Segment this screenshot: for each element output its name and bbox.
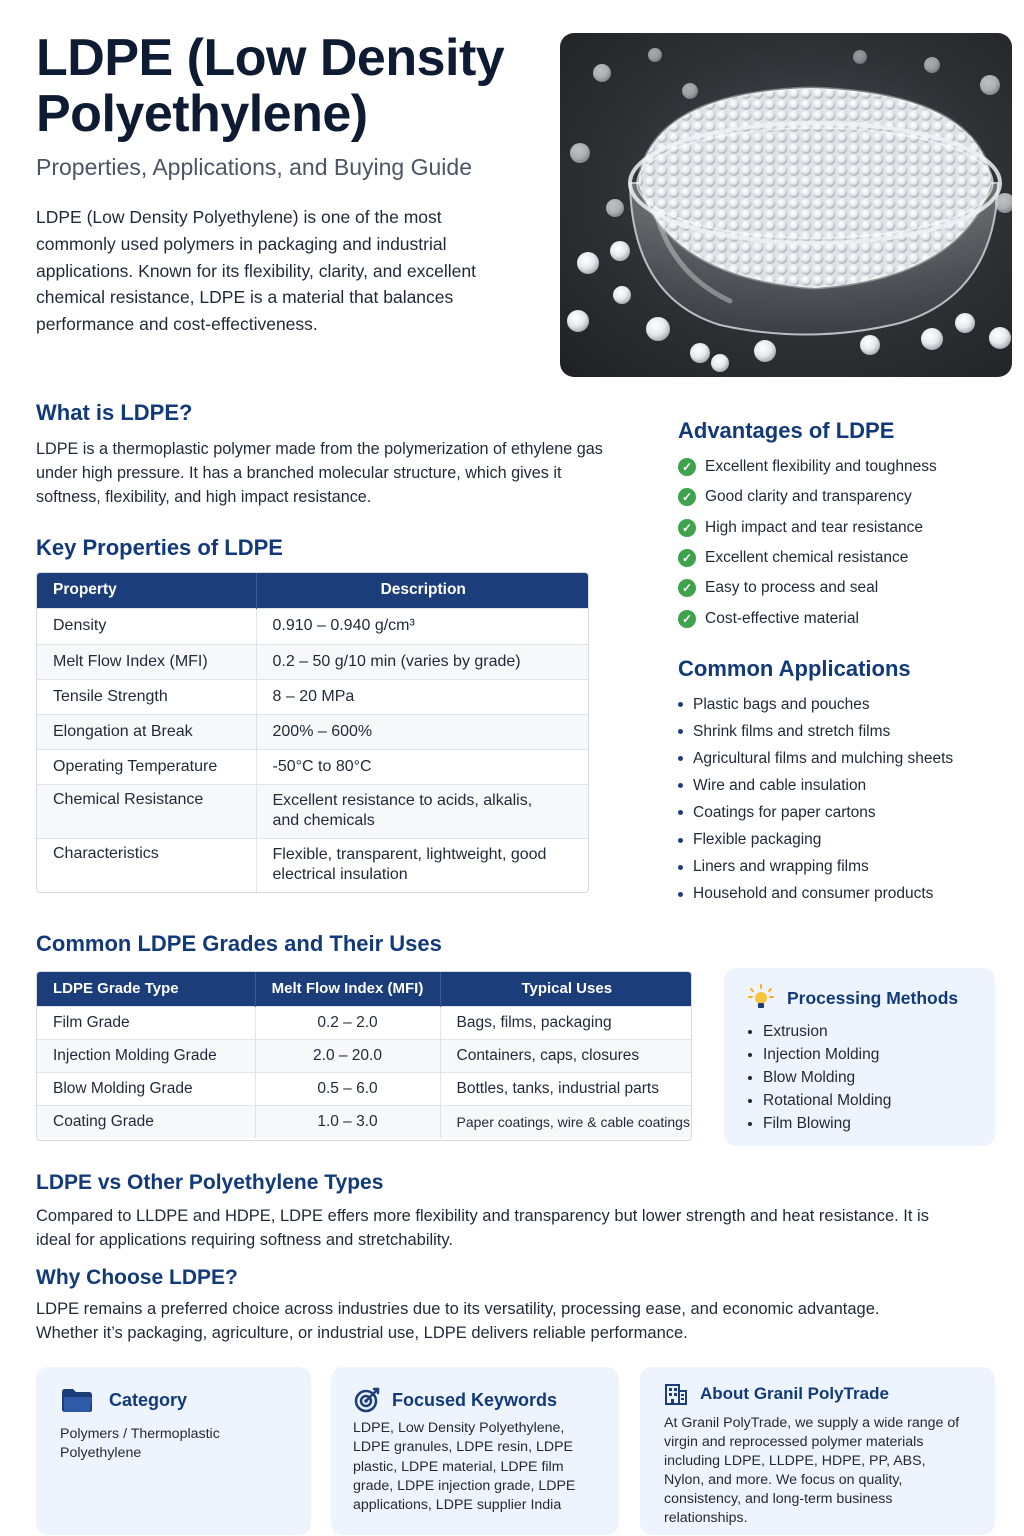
table-row <box>37 608 589 644</box>
processing-label: Blow Molding <box>763 1068 856 1086</box>
key-properties-table <box>36 572 589 893</box>
property-name: Elongation at Break <box>53 722 193 740</box>
advantage-label: Excellent chemical resistance <box>705 549 909 567</box>
application-label: Agricultural films and mulching sheets <box>693 749 954 767</box>
table-row <box>37 1006 692 1039</box>
vs-other-paragraph: Compared to LLDPE and HDPE, LDPE effers more flexibility and transparency but lower strength and heat resistance. It is ideal for applications requiring softness and stretchability. <box>36 1207 929 1249</box>
grades-header-mfi: Melt Flow Index (MFI) <box>255 972 440 1006</box>
application-label: Liners and wrapping films <box>693 858 869 876</box>
what-is-paragraph: LDPE is a thermoplastic polymer made from the polymerization of ethylene gas under high pressure. It has a branched molecular structure, which gives it softness, flexibility, and high impact resistance. <box>36 440 603 506</box>
application-item <box>678 718 953 745</box>
processing-label: Injection Molding <box>763 1045 880 1063</box>
processing-list <box>748 1020 891 1135</box>
check-circle-icon: ✓ <box>678 458 696 476</box>
processing-item <box>748 1089 891 1112</box>
table-row <box>37 644 589 679</box>
advantage-label: Excellent flexibility and toughness <box>705 458 937 476</box>
processing-label: Film Blowing <box>763 1114 851 1132</box>
processing-item <box>748 1020 891 1043</box>
bullet <box>678 756 683 761</box>
check-circle-icon: ✓ <box>678 610 696 628</box>
building-icon <box>664 1382 688 1406</box>
application-item <box>678 772 953 799</box>
advantage-item <box>678 603 937 633</box>
processing-label: Rotational Molding <box>763 1091 892 1109</box>
application-label: Household and consumer products <box>693 885 934 903</box>
bullet <box>748 1099 752 1103</box>
advantage-label: Easy to process and seal <box>705 579 879 597</box>
application-item <box>678 799 953 826</box>
what-is-heading: What is LDPE? <box>36 400 193 425</box>
grade-uses: Paper coatings, wire & cable coatings <box>440 1105 692 1138</box>
grade-mfi: 2.0 – 20.0 <box>255 1039 440 1072</box>
bullet <box>678 865 683 870</box>
application-label: Plastic bags and pouches <box>693 695 870 713</box>
advantage-item <box>678 543 937 573</box>
processing-heading: Processing Methods <box>787 988 959 1008</box>
property-description: -50°C to 80°C <box>256 749 589 784</box>
bullet <box>748 1076 752 1080</box>
property-name: Chemical Resistance <box>53 790 204 808</box>
hero-image <box>560 33 1012 377</box>
keywords-body: LDPE, Low Density Polyethylene, LDPE granules, LDPE resin, LDPE plastic, LDPE material, LDPE film grade, LDPE injection grade, LDPE applications, LDPE supplier India <box>353 1420 576 1514</box>
application-label: Flexible packaging <box>693 831 822 849</box>
table-row <box>37 1072 692 1105</box>
processing-item <box>748 1112 891 1135</box>
application-label: Shrink films and stretch films <box>693 722 891 740</box>
bullet <box>678 838 683 843</box>
table-row <box>37 1105 692 1138</box>
property-name: Tensile Strength <box>53 687 168 705</box>
applications-list <box>678 691 953 908</box>
page-title: LDPE (Low Density Polyethylene) <box>36 29 505 143</box>
property-name: Characteristics <box>53 844 159 862</box>
grades-header-uses: Typical Uses <box>440 972 692 1006</box>
application-label: Coatings for paper cartons <box>693 803 876 821</box>
processing-item <box>748 1043 891 1066</box>
grade-type: Coating Grade <box>53 1112 154 1130</box>
table-header-property: Property <box>53 581 117 599</box>
property-description: 0.2 – 50 g/10 min (varies by grade) <box>256 644 589 679</box>
about-title: About Granil PolyTrade <box>700 1384 889 1403</box>
bullet <box>748 1030 752 1034</box>
grade-type: Injection Molding Grade <box>53 1046 217 1064</box>
page-subtitle: Properties, Applications, and Buying Guide <box>36 154 472 180</box>
grade-uses: Containers, caps, closures <box>440 1039 692 1072</box>
grade-type: Blow Molding Grade <box>53 1079 193 1097</box>
table-row <box>37 749 589 784</box>
vs-other-heading: LDPE vs Other Polyethylene Types <box>36 1171 384 1194</box>
bullet <box>678 729 683 734</box>
advantages-list <box>678 452 937 634</box>
why-choose-paragraph: LDPE remains a preferred choice across industries due to its versatility, processing ease, and economic advantage. Whether it’s packaging, agriculture, or industrial use, LDPE delivers reliable performance. <box>36 1300 880 1342</box>
property-description: Flexible, transparent, lightweight, good electrical insulation <box>256 838 589 892</box>
advantage-label: Cost-effective material <box>705 609 859 627</box>
why-choose-heading: Why Choose LDPE? <box>36 1266 238 1289</box>
intro-paragraph: LDPE (Low Density Polyethylene) is one of the most commonly used polymers in packaging and industrial applications. Known for its flexibility, clarity, and excellent chemical resistance, LDPE is a material that balances performance and cost-effectiveness. <box>36 207 476 335</box>
keywords-title: Focused Keywords <box>392 1390 558 1410</box>
grades-table <box>36 971 692 1141</box>
application-item <box>678 691 953 718</box>
property-name: Operating Temperature <box>53 757 218 775</box>
grade-mfi: 0.5 – 6.0 <box>255 1072 440 1105</box>
target-icon <box>353 1386 381 1414</box>
folder-icon <box>60 1386 94 1414</box>
lightbulb-icon <box>748 984 774 1012</box>
property-description: Excellent resistance to acids, alkalis, and chemicals <box>256 784 589 838</box>
property-description: 200% – 600% <box>256 714 589 749</box>
bullet <box>678 810 683 815</box>
grades-heading: Common LDPE Grades and Their Uses <box>36 931 442 956</box>
grade-uses: Bottles, tanks, industrial parts <box>440 1072 692 1105</box>
application-item <box>678 854 953 881</box>
application-item <box>678 881 953 908</box>
table-header-description: Description <box>256 573 589 608</box>
grade-uses: Bags, films, packaging <box>440 1006 692 1039</box>
advantage-label: Good clarity and transparency <box>705 488 912 506</box>
advantage-item <box>678 573 937 603</box>
table-row <box>37 679 589 714</box>
bowl-of-granules-illustration <box>560 33 1012 377</box>
application-item <box>678 745 953 772</box>
check-circle-icon: ✓ <box>678 519 696 537</box>
grade-type: Film Grade <box>53 1013 130 1031</box>
category-body: Polymers / Thermoplastic Polyethylene <box>60 1426 220 1462</box>
advantage-item <box>678 452 937 482</box>
processing-label: Extrusion <box>763 1022 828 1040</box>
bullet <box>748 1122 752 1126</box>
property-name: Melt Flow Index (MFI) <box>53 652 208 670</box>
grade-mfi: 1.0 – 3.0 <box>255 1105 440 1138</box>
table-row <box>37 714 589 749</box>
category-title: Category <box>109 1390 188 1410</box>
advantage-item <box>678 513 937 543</box>
grades-header-type: LDPE Grade Type <box>53 980 179 998</box>
check-circle-icon: ✓ <box>678 488 696 506</box>
property-name: Density <box>53 617 107 634</box>
about-body: At Granil PolyTrade, we supply a wide range of virgin and reprocessed polymer materials including LDPE, LLDPE, HDPE, PP, ABS, Nylon, and more. We focus on quality, consistency, and long-term business relationships. <box>664 1415 960 1526</box>
check-circle-icon: ✓ <box>678 549 696 567</box>
bullet <box>678 892 683 897</box>
table-row <box>37 838 589 892</box>
application-item <box>678 826 953 853</box>
property-description: 0.910 – 0.940 g/cm³ <box>256 608 589 644</box>
property-description: 8 – 20 MPa <box>256 679 589 714</box>
advantage-label: High impact and tear resistance <box>705 518 923 536</box>
bullet <box>678 702 683 707</box>
key-properties-heading: Key Properties of LDPE <box>36 535 283 560</box>
table-row <box>37 784 589 838</box>
bullet <box>678 783 683 788</box>
application-label: Wire and cable insulation <box>693 776 867 794</box>
bullet <box>748 1053 752 1057</box>
grade-mfi: 0.2 – 2.0 <box>255 1006 440 1039</box>
applications-heading: Common Applications <box>678 656 911 681</box>
advantages-heading: Advantages of LDPE <box>678 418 895 443</box>
processing-item <box>748 1066 891 1089</box>
advantage-item <box>678 482 937 512</box>
check-circle-icon: ✓ <box>678 579 696 597</box>
table-row <box>37 1039 692 1072</box>
